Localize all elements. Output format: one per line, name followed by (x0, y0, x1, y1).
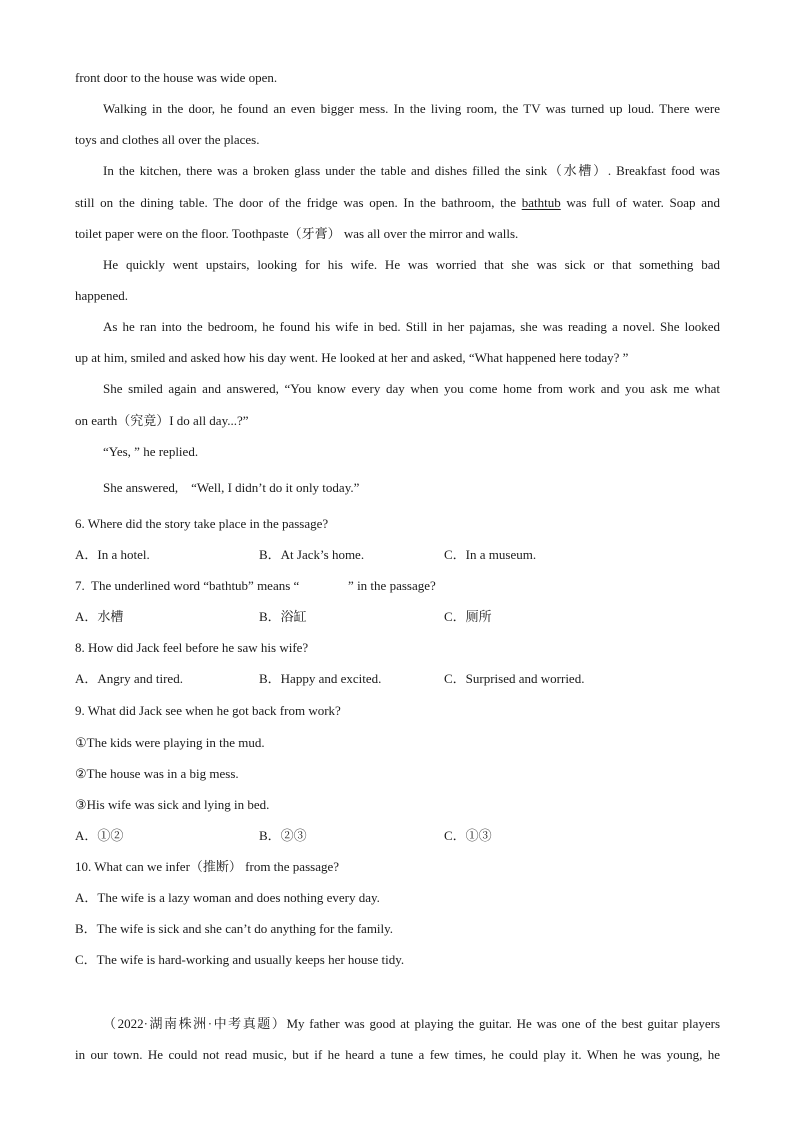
question-8-option-b[interactable]: B．Happy and excited. (259, 671, 382, 686)
question-10-option-c[interactable]: C．The wife is hard-working and usually keeps her house tidy. (75, 952, 405, 967)
passage-line-11: She smiled again and answered, “You know every day when you come home from work and you ask me what (103, 381, 720, 396)
next-passage-line-1 (103, 1016, 720, 1032)
question-9-stem: 9. What did Jack see when he got back from work? (75, 703, 341, 718)
passage-text: still on the dining table. The door of the fridge was open. In the bathroom, the (75, 195, 522, 210)
question-9-option-c[interactable]: C．①③ (444, 828, 492, 843)
question-10-stem: 10. What can we infer（推断） from the passage? (75, 859, 340, 874)
question-9-statement-2: ②The house was in a big mess. (75, 766, 239, 781)
passage-line-13: “Yes, ” he replied. (103, 444, 199, 459)
question-7-stem: 7. The underlined word “bathtub” means “ ” in the passage? (75, 578, 436, 593)
question-10-option-a[interactable]: A．The wife is a lazy woman and does nothing every day. (75, 890, 380, 905)
passage-line-7: He quickly went upstairs, looking for his wife. He was worried that she was sick or that something bad (103, 257, 720, 272)
question-10-option-b[interactable]: B．The wife is sick and she can’t do anything for the family. (75, 921, 394, 936)
question-7-option-b[interactable]: B．浴缸 (259, 609, 307, 624)
question-8-option-c[interactable]: C．Surprised and worried. (444, 671, 585, 686)
passage-line-10: up at him, smiled and asked how his day went. He looked at her and asked, “What happened here today? ” (75, 350, 629, 365)
passage-line-12: on earth（究竟）I do all day...?” (75, 413, 249, 428)
question-6-option-b[interactable]: B．At Jack’s home. (259, 547, 365, 562)
passage-line-2: Walking in the door, he found an even bigger mess. In the living room, the TV was turned up loud. There were (103, 101, 720, 116)
passage-line-8: happened. (75, 288, 129, 303)
question-7-option-c[interactable]: C．厕所 (444, 609, 492, 624)
question-9-option-b[interactable]: B．②③ (259, 828, 307, 843)
passage-line-6: toilet paper were on the floor. Toothpaste（牙膏） was all over the mirror and walls. (75, 226, 519, 241)
question-6-option-c[interactable]: C．In a museum. (444, 547, 537, 562)
question-8-option-a[interactable]: A．Angry and tired. (75, 671, 183, 686)
question-9-option-a[interactable]: A．①② (75, 828, 124, 843)
question-7-option-a[interactable]: A．水槽 (75, 609, 124, 624)
underlined-word-bathtub: bathtub (521, 195, 561, 210)
question-9-statement-1: ①The kids were playing in the mud. (75, 735, 265, 750)
source-tag: （2022·湖南株洲·中考真题） (103, 1016, 287, 1031)
passage-line-5 (75, 195, 720, 211)
question-9-statement-3: ③His wife was sick and lying in bed. (75, 797, 270, 812)
passage-line-1: front door to the house was wide open. (75, 70, 278, 85)
passage-line-4: In the kitchen, there was a broken glass under the table and dishes filled the sink（水槽）. Breakfast food was (103, 163, 720, 178)
next-passage-line-2: in our town. He could not read music, but if he heard a tune a few times, he could play it. When he was young, he (75, 1047, 720, 1062)
passage-text: was full of water. Soap and (560, 195, 720, 210)
passage-line-14: She answered, “Well, I didn’t do it only today.” (103, 480, 360, 495)
question-6-stem: 6. Where did the story take place in the passage? (75, 516, 329, 531)
question-6-option-a[interactable]: A．In a hotel. (75, 547, 150, 562)
passage-line-3: toys and clothes all over the places. (75, 132, 260, 147)
passage-text: My father was good at playing the guitar. He was one of the best guitar players (286, 1016, 721, 1031)
question-8-stem: 8. How did Jack feel before he saw his wife? (75, 640, 309, 655)
passage-line-9: As he ran into the bedroom, he found his wife in bed. Still in her pajamas, she was reading a novel. She looked (103, 319, 720, 334)
